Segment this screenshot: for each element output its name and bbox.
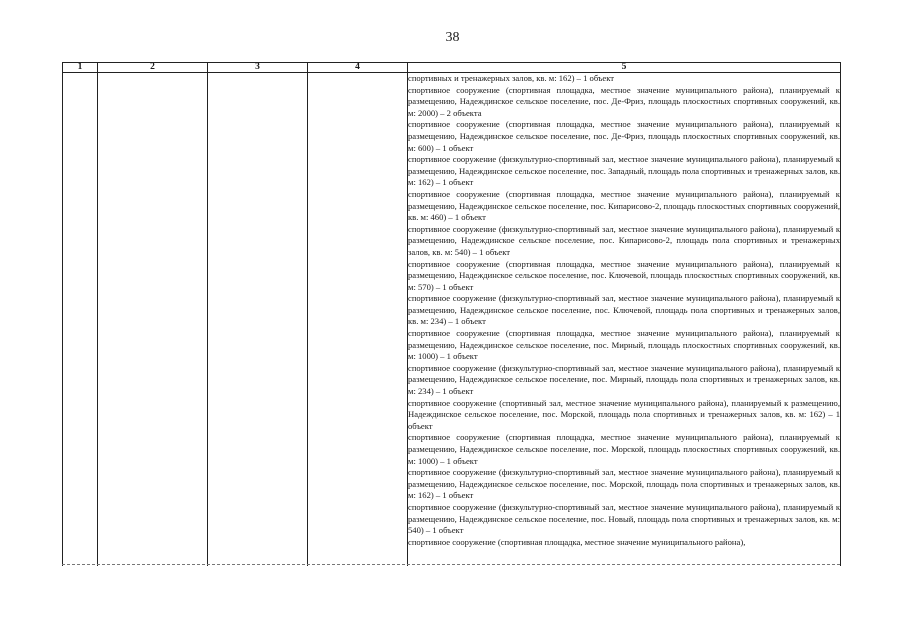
column-number-2: 2 (98, 63, 208, 73)
entry-text: спортивное сооружение (спортивная площадка, местное значение муниципального района), планируемый к размещению, Надеждинское сельское поселение, пос. Де-Фриз, площадь плоскостных спортивных сооружений, кв. м: 2000) – 2 объекта (408, 84, 840, 118)
entry-text: спортивное сооружение (спортивная площадка, местное значение муниципального района), планируемый к размещению, Надеждинское сельское поселение, пос. Де-Фриз, площадь плоскостных спортивных сооружений, кв. м: 600) – 1 объект (408, 119, 840, 153)
entry-text: спортивное сооружение (спортивная площадка, местное значение муниципального района), планируемый к размещению, Надеждинское сельское поселение, пос. Морской, площадь плоскостных спортивных сооружений, кв. м: 1000) – 1 объект (408, 432, 840, 466)
column-number-3: 3 (208, 63, 308, 73)
column-number-1: 1 (63, 63, 98, 73)
column-number-row (63, 63, 841, 73)
column-number-5: 5 (408, 63, 841, 73)
entry-text: спортивное сооружение (физкультурно-спортивный зал, местное значение муниципального района), планируемый к размещению, Надеждинское сельское поселение, пос. Ключевой, площадь пола спортивных и тренажерных залов, кв. м: 234) – 1 объект (408, 293, 840, 327)
page-number: 38 (445, 30, 460, 45)
cell-col-4 (308, 73, 408, 567)
document-table (62, 62, 841, 566)
entry-text: спортивное сооружение (физкультурно-спортивный зал, местное значение муниципального района), планируемый к размещению, Надеждинское сельское поселение, пос. Кипарисово-2, площадь пола спортивных и тренажерных залов, кв. м: 540) – 1 объект (408, 223, 840, 257)
entry-text: спортивное сооружение (спортивная площадка, местное значение муниципального района), планируемый к размещению, Надеждинское сельское поселение, пос. Мирный, площадь плоскостных спортивных сооружений, кв. м: 1000) – 1 объект (408, 328, 840, 362)
entry-text: спортивных и тренажерных залов, кв. м: 162) – 1 объект (408, 73, 615, 83)
cell-col-5 (408, 73, 841, 567)
entry-text: спортивное сооружение (физкультурно-спортивный зал, местное значение муниципального района), планируемый к размещению, Надеждинское сельское поселение, пос. Мирный, площадь пола спортивных и тренажерных залов, кв. м: 234) – 1 объект (408, 362, 840, 397)
entry-text: спортивное сооружение (спортивная площадка, местное значение муниципального района), планируемый к размещению, Надеждинское сельское поселение, пос. Кипарисово-2, площадь плоскостных спортивных сооружений, кв. м: 460) – 1 объект (408, 188, 840, 223)
entry-text: спортивное сооружение (физкультурно-спортивный зал, местное значение муниципального района), планируемый к размещению, Надеждинское сельское поселение, пос. Новый, площадь пола спортивных и тренажерных залов, кв. м: 540) – 1 объект (408, 501, 840, 536)
entry-text: спортивное сооружение (спортивная площадка, местное значение муниципального района), планируемый к размещению, Надеждинское сельское поселение, пос. Ключевой, площадь плоскостных спортивных сооружений, кв. м: 570) – 1 объект (408, 258, 840, 292)
entry-text: спортивное сооружение (спортивная площадка, местное значение муниципального района), (408, 536, 746, 547)
cell-col-1 (63, 73, 98, 567)
cell-col-2 (98, 73, 208, 567)
table-row (63, 73, 841, 567)
table-bottom-edge (62, 564, 840, 565)
entry-text: спортивное сооружение (физкультурно-спортивный зал, местное значение муниципального района), планируемый к размещению, Надеждинское сельское поселение, пос. Западный, площадь пола спортивных и тренажерных залов, кв. м: 162) – 1 объект (408, 154, 840, 188)
entry-text: спортивное сооружение (спортивный зал, местное значение муниципального района), планируемый к размещению, Надеждинское сельское поселение, пос. Морской, площадь пола спортивных и тренажерных залов, кв. м: 162) – 1 объект (408, 397, 840, 431)
column-number-4: 4 (308, 63, 408, 73)
entry-text: спортивное сооружение (физкультурно-спортивный зал, местное значение муниципального района), планируемый к размещению, Надеждинское сельское поселение, пос. Морской, площадь пола спортивных и тренажерных залов, кв. м: 162) – 1 объект (408, 467, 840, 501)
cell-col-3 (208, 73, 308, 567)
